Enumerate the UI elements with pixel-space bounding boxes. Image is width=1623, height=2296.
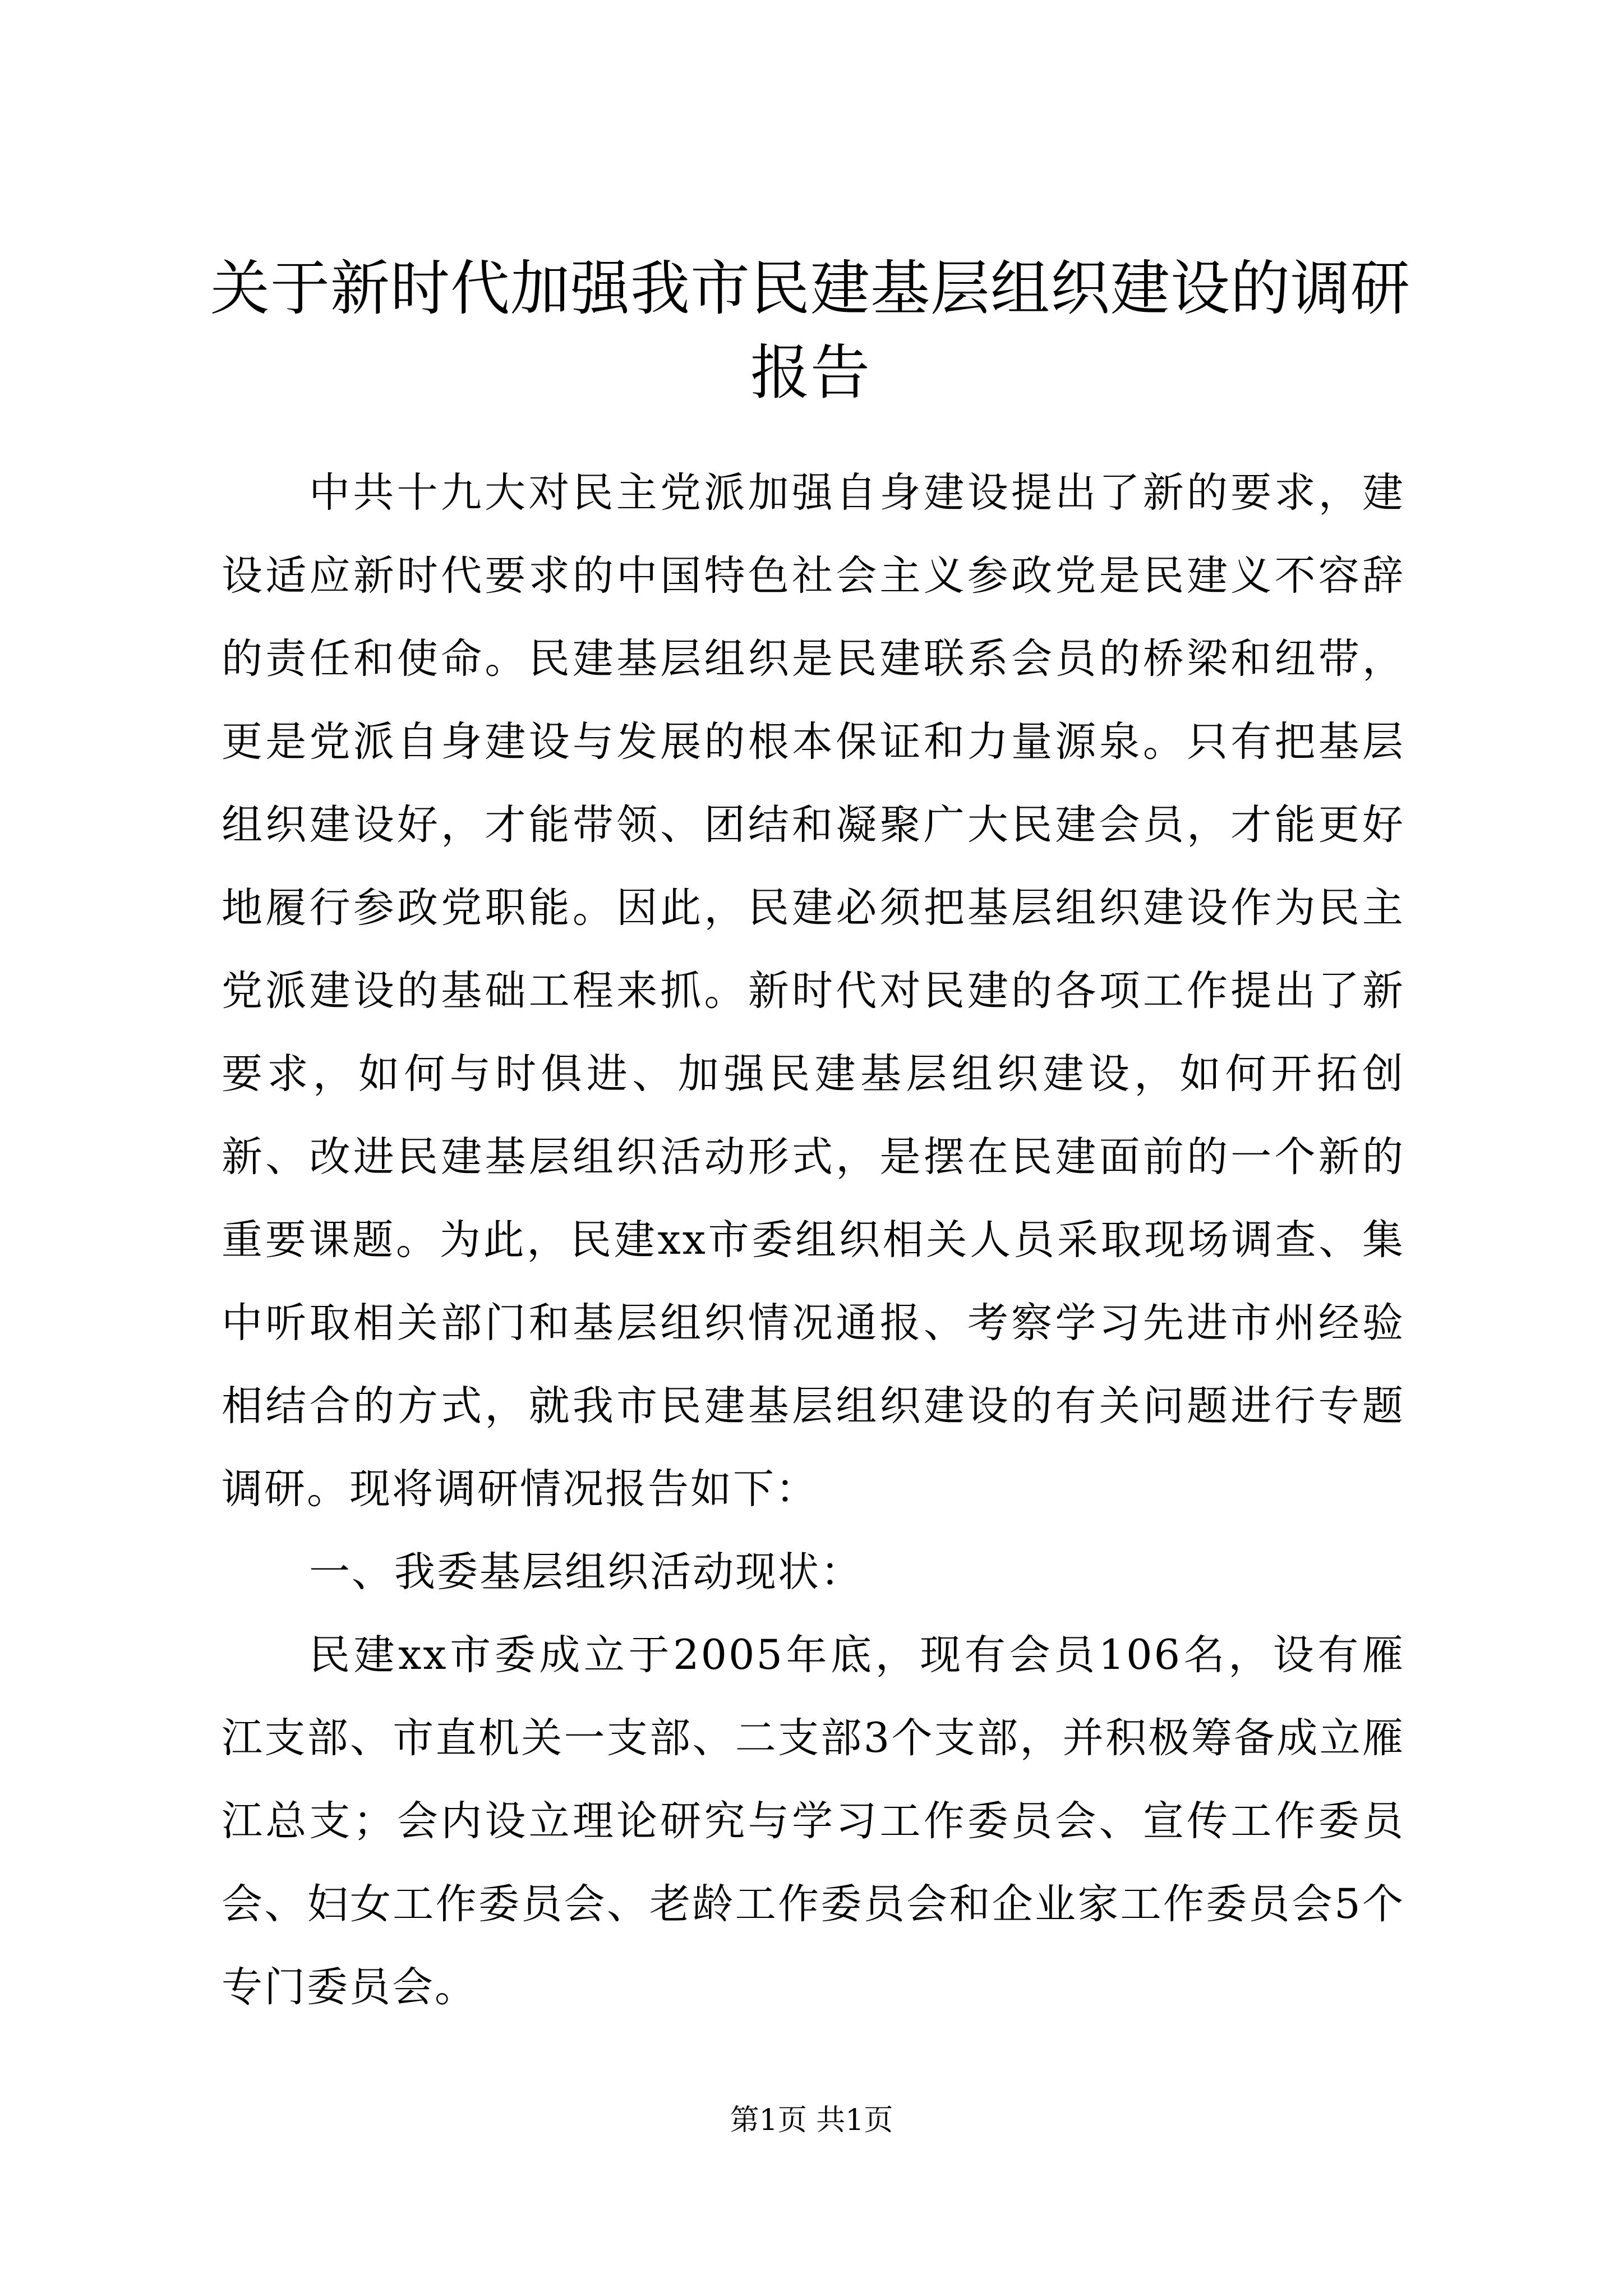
- document-body: [222, 452, 1405, 2029]
- paragraph-intro: 中共十九大对民主党派加强自身建设提出了新的要求，建设适应新时代要求的中国特色社会主义参政党是民建义不容辞的责任和使命。民建基层组织是民建联系会员的桥梁和纽带，更是党派自身建设与发展的根本保证和力量源泉。只有把基层组织建设好，才能带领、团结和凝聚广大民建会员，才能更好地履行参政党职能。因此，民建必须把基层组织建设作为民主党派建设的基础工程来抓。新时代对民建的各项工作提出了新要求，如何与时俱进、加强民建基层组织建设，如何开拓创新、改进民建基层组织活动形式，是摆在民建面前的一个新的重要课题。为此，民建xx市委组织相关人员采取现场调查、集中听取相关部门和基层组织情况通报、考察学习先进市州经验相结合的方式，就我市民建基层组织建设的有关问题进行专题调研。现将调研情况报告如下：: [222, 469, 1405, 1513]
- paragraph-section-heading: 一、我委基层组织活动现状：: [309, 1548, 863, 1596]
- document-title: 关于新时代加强我市民建基层组织建设的调研报告: [210, 254, 1410, 407]
- page-number-footer: 第1页 共1页: [730, 2104, 893, 2137]
- paragraph-status: 民建xx市委成立于2005年底，现有会员106名，设有雁江支部、市直机关一支部、二支部3个支部，并积极筹备成立雁江总支；会内设立理论研究与学习工作委员会、宣传工作委员会、妇女工作委员会、老龄工作委员会和企业家工作委员会5个专门委员会。: [222, 1631, 1405, 2011]
